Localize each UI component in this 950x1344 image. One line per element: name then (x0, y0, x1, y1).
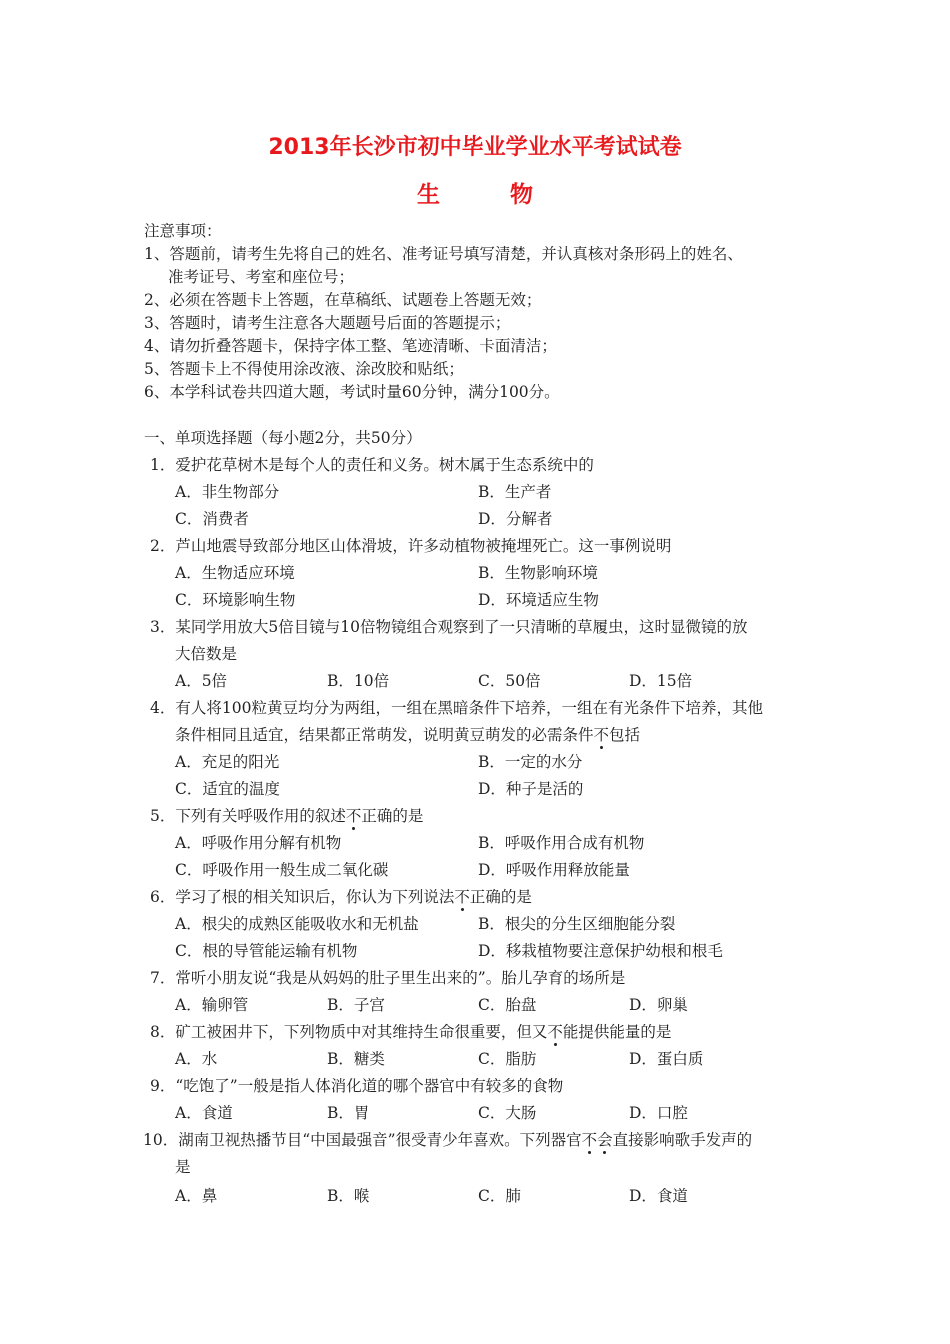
emphasis-mark: 会 (597, 1131, 613, 1149)
option-d: D．蛋白质 (629, 1050, 704, 1068)
stem-text: 能提供能量的是 (562, 1023, 672, 1041)
option-b: B．喉 (327, 1187, 370, 1205)
option-d: D．分解者 (478, 510, 553, 528)
option-d: D．呼吸作用释放能量 (478, 861, 630, 879)
option-d: D．种子是活的 (478, 780, 584, 798)
notice-heading: 注意事项： (144, 222, 222, 240)
option-c: C．适宜的温度 (175, 780, 280, 798)
notice-item: 4、请勿折叠答题卡，保持字体工整、笔迹清晰、卡面清洁； (144, 337, 557, 355)
option-c: C．消费者 (175, 510, 249, 528)
emphasis-mark: 不 (593, 726, 610, 744)
question-stem: 4．有人将100粒黄豆均分为两组，一组在黑暗条件下培养，一组在有光条件下培养，其他 (150, 699, 763, 717)
option-c: C．50倍 (478, 672, 541, 690)
option-b: B．糖类 (327, 1050, 385, 1068)
option-b: B．10倍 (327, 672, 390, 690)
notice-item: 准考证号、考室和座位号； (168, 268, 355, 286)
option-b: B．胃 (327, 1104, 370, 1122)
option-d: D．口腔 (629, 1104, 688, 1122)
emphasis-mark: 不 (547, 1023, 563, 1041)
stem-text: 6．学习了根的相关知识后，你认为下列说法 (150, 888, 455, 906)
question-stem (150, 806, 423, 826)
stem-text: 10．湖南卫视热播节目“中国最强音”很受青少年喜欢。下列器官 (143, 1131, 582, 1149)
option-b: B．子宫 (327, 996, 385, 1014)
option-c: C．根的导管能运输有机物 (175, 942, 358, 960)
option-c: C．环境影响生物 (175, 591, 296, 609)
emphasis-mark: 不 (345, 807, 362, 825)
exam-title: 2013年长沙市初中毕业学业水平考试试卷 (268, 135, 682, 160)
option-c: C．胎盘 (478, 996, 537, 1014)
notice-item: 2、必须在答题卡上答题，在草稿纸、试题卷上答题无效； (144, 291, 542, 309)
question-stem: 9．“吃饱了”一般是指人体消化道的哪个器官中有较多的食物 (150, 1077, 564, 1095)
option-a: A．输卵管 (175, 996, 249, 1014)
stem-text: 5．下列有关呼吸作用的叙述 (150, 807, 346, 825)
question-stem (150, 1022, 671, 1042)
option-d: D．环境适应生物 (478, 591, 599, 609)
subject-char-2: 物 (510, 182, 533, 208)
question-stem: 2．芦山地震导致部分地区山体滑坡，许多动植物被掩埋死亡。这一事例说明 (150, 537, 672, 555)
option-c: C．大肠 (478, 1104, 537, 1122)
question-stem-cont: 是 (175, 1158, 191, 1176)
stem-text: 直接影响歌手发声的 (612, 1131, 753, 1149)
question-stem (150, 887, 532, 907)
subject-char-1: 生 (417, 182, 440, 208)
option-c: C．呼吸作用一般生成二氧化碳 (175, 861, 389, 879)
option-d: D．移栽植物要注意保护幼根和根毛 (478, 942, 723, 960)
option-d: D．食道 (629, 1187, 688, 1205)
notice-item: 6、本学科试卷共四道大题，考试时量60分钟，满分100分。 (144, 383, 560, 401)
option-a: A．水 (175, 1050, 218, 1068)
notice-item: 5、答题卡上不得使用涂改液、涂改胶和贴纸； (144, 360, 464, 378)
option-a: A．食道 (175, 1104, 233, 1122)
stem-text: 条件相同且适宜，结果都正常萌发，说明黄豆萌发的必需条件 (175, 726, 594, 744)
subject-title (0, 176, 950, 209)
stem-text: 正确的是 (469, 888, 532, 906)
notice-item: 1、答题前，请考生先将自己的姓名、准考证号填写清楚，并认真核对条形码上的姓名、 (144, 245, 743, 263)
option-a: A．非生物部分 (175, 483, 280, 501)
stem-text: 包括 (609, 726, 641, 744)
question-stem: 7．常听小朋友说“我是从妈妈的肚子里生出来的”。胎儿孕育的场所是 (150, 969, 626, 987)
option-a: A．充足的阳光 (175, 753, 280, 771)
section-heading: 一、单项选择题（每小题2分，共50分） (144, 429, 422, 447)
option-a: A．根尖的成熟区能吸收水和无机盐 (175, 915, 419, 933)
question-stem: 1．爱护花草树木是每个人的责任和义务。树木属于生态系统中的 (150, 456, 594, 474)
option-b: B．生产者 (478, 483, 552, 501)
question-stem: 3．某同学用放大5倍目镜与10倍物镜组合观察到了一只清晰的草履虫，这时显微镜的放 (150, 618, 748, 636)
emphasis-mark: 不 (454, 888, 470, 906)
option-a: A．5倍 (175, 672, 228, 690)
question-stem-cont (175, 725, 640, 745)
option-d: D．卵巢 (629, 996, 688, 1014)
notice-item: 3、答题时，请考生注意各大题题号后面的答题提示； (144, 314, 511, 332)
option-b: B．呼吸作用合成有机物 (478, 834, 645, 852)
emphasis-mark: 不 (581, 1131, 598, 1149)
option-a: A．呼吸作用分解有机物 (175, 834, 342, 852)
option-b: B．生物影响环境 (478, 564, 598, 582)
option-b: B．一定的水分 (478, 753, 583, 771)
option-c: C．肺 (478, 1187, 521, 1205)
option-c: C．脂肪 (478, 1050, 537, 1068)
option-a: A．生物适应环境 (175, 564, 295, 582)
stem-text: 8．矿工被困井下，下列物质中对其维持生命很重要，但又 (150, 1023, 548, 1041)
option-a: A．鼻 (175, 1187, 218, 1205)
option-b: B．根尖的分生区细胞能分裂 (478, 915, 676, 933)
option-d: D．15倍 (629, 672, 693, 690)
question-stem-cont: 大倍数是 (175, 645, 238, 663)
question-stem (143, 1130, 752, 1150)
stem-text: 正确的是 (361, 807, 424, 825)
